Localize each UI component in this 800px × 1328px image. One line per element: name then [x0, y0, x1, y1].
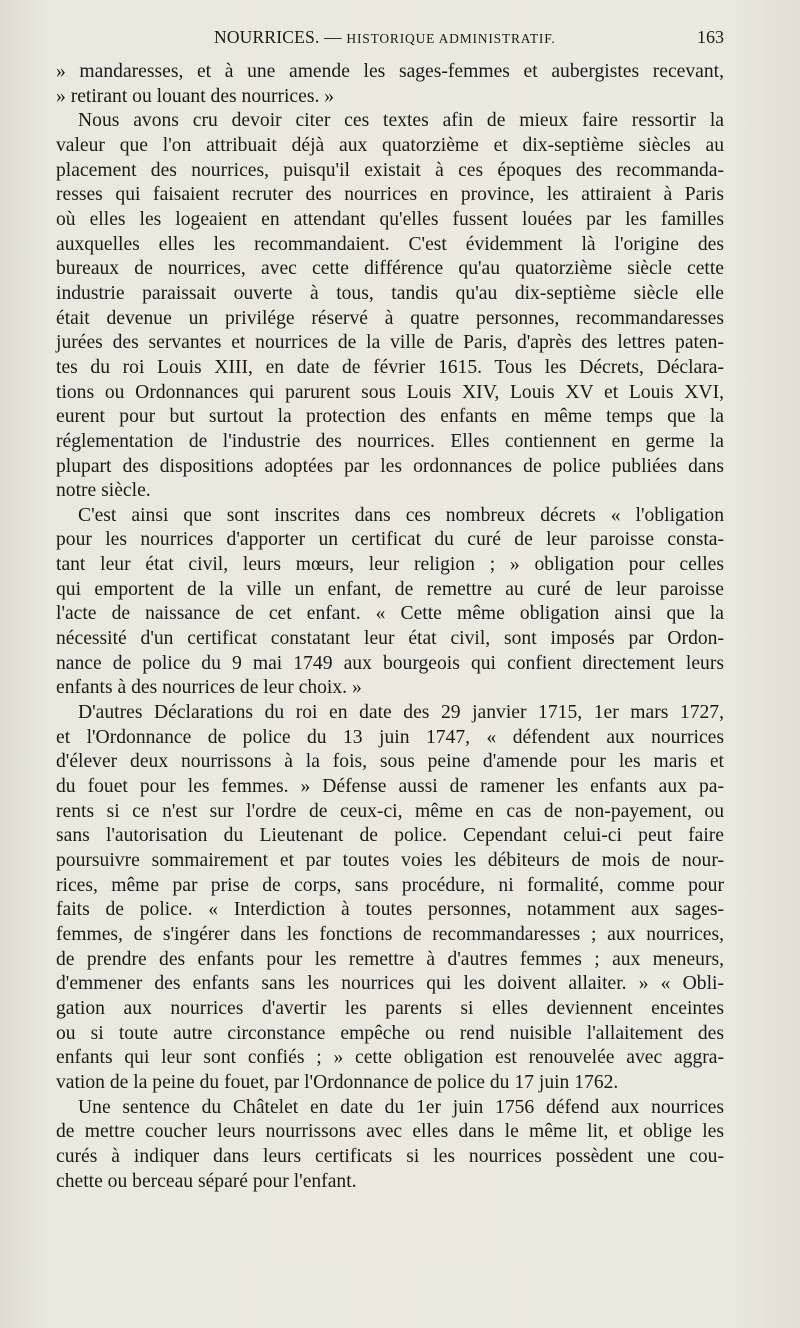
text-line: sans l'autorisation du Lieutenant de police. Cependant celui-ci peut faire: [56, 825, 724, 847]
text-line: tant leur état civil, leurs mœurs, leur religion ; » obligation pour celles: [56, 554, 724, 576]
text-line: nécessité d'un certificat constatant leur état civil, sont imposés par Ordon-: [56, 628, 724, 650]
text-line: placement des nourrices, puisqu'il existait à ces époques des recommanda-: [56, 159, 724, 181]
text-line: d'emmener des enfants sans les nourrices qui les doivent allaiter. » « Obli-: [56, 973, 724, 995]
text-line: auxquelles elles les recommandaient. C'est évidemment là l'origine des: [56, 233, 724, 255]
text-line: qui emportent de la ville un enfant, de remettre au curé de leur paroisse: [56, 578, 724, 600]
text-line: de mettre coucher leurs nourrissons avec elles dans le même lit, et oblige les: [56, 1121, 724, 1143]
text-line: curés à indiquer dans leurs certificats si les nourrices possèdent une cou-: [56, 1145, 724, 1167]
text-line: bureaux de nourrices, avec cette différence qu'au quatorzième siècle cette: [56, 258, 724, 280]
text-line: l'acte de naissance de cet enfant. « Cette même obligation ainsi que la: [56, 603, 724, 625]
running-head-main-title: NOURRICES.: [214, 27, 320, 47]
paragraph-2: [56, 109, 724, 504]
paragraph-3: [56, 504, 724, 701]
text-line: femmes, de s'ingérer dans les fonctions de recommandaresses ; aux nourrices,: [56, 923, 724, 945]
text-line: Une sentence du Châtelet en date du 1er juin 1756 défend aux nourrices: [78, 1096, 724, 1118]
text-line: industrie paraissait ouverte à tous, tandis qu'au dix-septième siècle elle: [56, 282, 724, 304]
text-line: notre siècle.: [56, 480, 151, 502]
body-text: [56, 60, 724, 1194]
text-line: vation de la peine du fouet, par l'Ordonnance de police du 17 juin 1762.: [56, 1071, 619, 1093]
text-line: ou si toute autre circonstance empêche ou rend nuisible l'allaitement des: [56, 1022, 724, 1044]
text-line: eurent pour but surtout la protection des enfants en même temps que la: [56, 406, 724, 428]
text-line: plupart des dispositions adoptées par les ordonnances de police publiées dans: [56, 455, 724, 477]
text-line: du fouet pour les femmes. » Défense aussi de ramener les enfants aux pa-: [56, 776, 724, 798]
text-line: rices, même par prise de corps, sans procédure, ni formalité, comme pour: [56, 874, 724, 896]
text-line: valeur que l'on attribuait déjà aux quatorzième et dix-septième siècles au: [56, 134, 724, 156]
text-line: tions ou Ordonnances qui parurent sous Louis XIV, Louis XV et Louis XVI,: [56, 381, 724, 403]
text-line: C'est ainsi que sont inscrites dans ces nombreux décrets « l'obligation: [78, 504, 724, 526]
text-line: D'autres Déclarations du roi en date des 29 janvier 1715, 1er mars 1727,: [78, 702, 724, 724]
text-line: gation aux nourrices d'avertir les parents si elles deviennent enceintes: [56, 997, 724, 1019]
text-line: où elles les logeaient en attendant qu'elles fussent louées par les familles: [56, 208, 724, 230]
paragraph-1: [56, 60, 724, 109]
running-head-title: [214, 27, 556, 48]
text-line: enfants qui leur sont confiés ; » cette obligation est renouvelée avec aggra-: [56, 1047, 724, 1069]
running-head: [56, 27, 724, 51]
text-line: de prendre des enfants pour les remettre à d'autres femmes ; aux meneurs,: [56, 948, 724, 970]
text-line: tes du roi Louis XIII, en date de février 1615. Tous les Décrets, Déclara-: [56, 356, 724, 378]
running-head-subtitle: HISTORIQUE ADMINISTRATIF.: [346, 31, 556, 46]
text-line: faits de police. « Interdiction à toutes personnes, notamment aux sages-: [56, 899, 724, 921]
text-line: » retirant ou louant des nourrices. »: [56, 85, 335, 107]
page-number: 163: [697, 27, 724, 47]
text-line: » mandaresses, et à une amende les sages-femmes et aubergistes recevant,: [56, 61, 724, 82]
running-head-dash: —: [319, 27, 347, 47]
text-line: d'élever deux nourrissons à la fois, sous peine d'amende pour les maris et: [56, 751, 724, 773]
text-line: nance de police du 9 mai 1749 aux bourgeois qui confient directement leurs: [56, 652, 724, 674]
text-line: réglementation de l'industrie des nourrices. Elles contiennent en germe la: [56, 430, 724, 452]
text-line: et l'Ordonnance de police du 13 juin 1747, « défendent aux nourrices: [56, 726, 724, 748]
text-line: enfants à des nourrices de leur choix. »: [56, 677, 362, 699]
text-line: chette ou berceau séparé pour l'enfant.: [56, 1170, 357, 1192]
text-line: Nous avons cru devoir citer ces textes afin de mieux faire ressortir la: [78, 110, 724, 132]
paragraph-4: [56, 701, 724, 1096]
text-line: poursuivre sommairement et par toutes voies les débiteurs de mois de nour-: [56, 850, 724, 871]
paragraph-5: [56, 1096, 724, 1195]
text-line: resses qui faisaient recruter des nourrices en province, les attiraient à Paris: [56, 184, 724, 206]
text-line: rents si ce n'est sur l'ordre de ceux-ci, même en cas de non-payement, ou: [56, 800, 724, 822]
text-line: jurées des servantes et nourrices de la ville de Paris, d'après des lettres paten-: [56, 332, 724, 354]
text-line: pour les nourrices d'apporter un certificat du curé de leur paroisse consta-: [56, 529, 724, 551]
text-line: était devenue un privilége réservé à quatre personnes, recommandaresses: [56, 307, 724, 329]
